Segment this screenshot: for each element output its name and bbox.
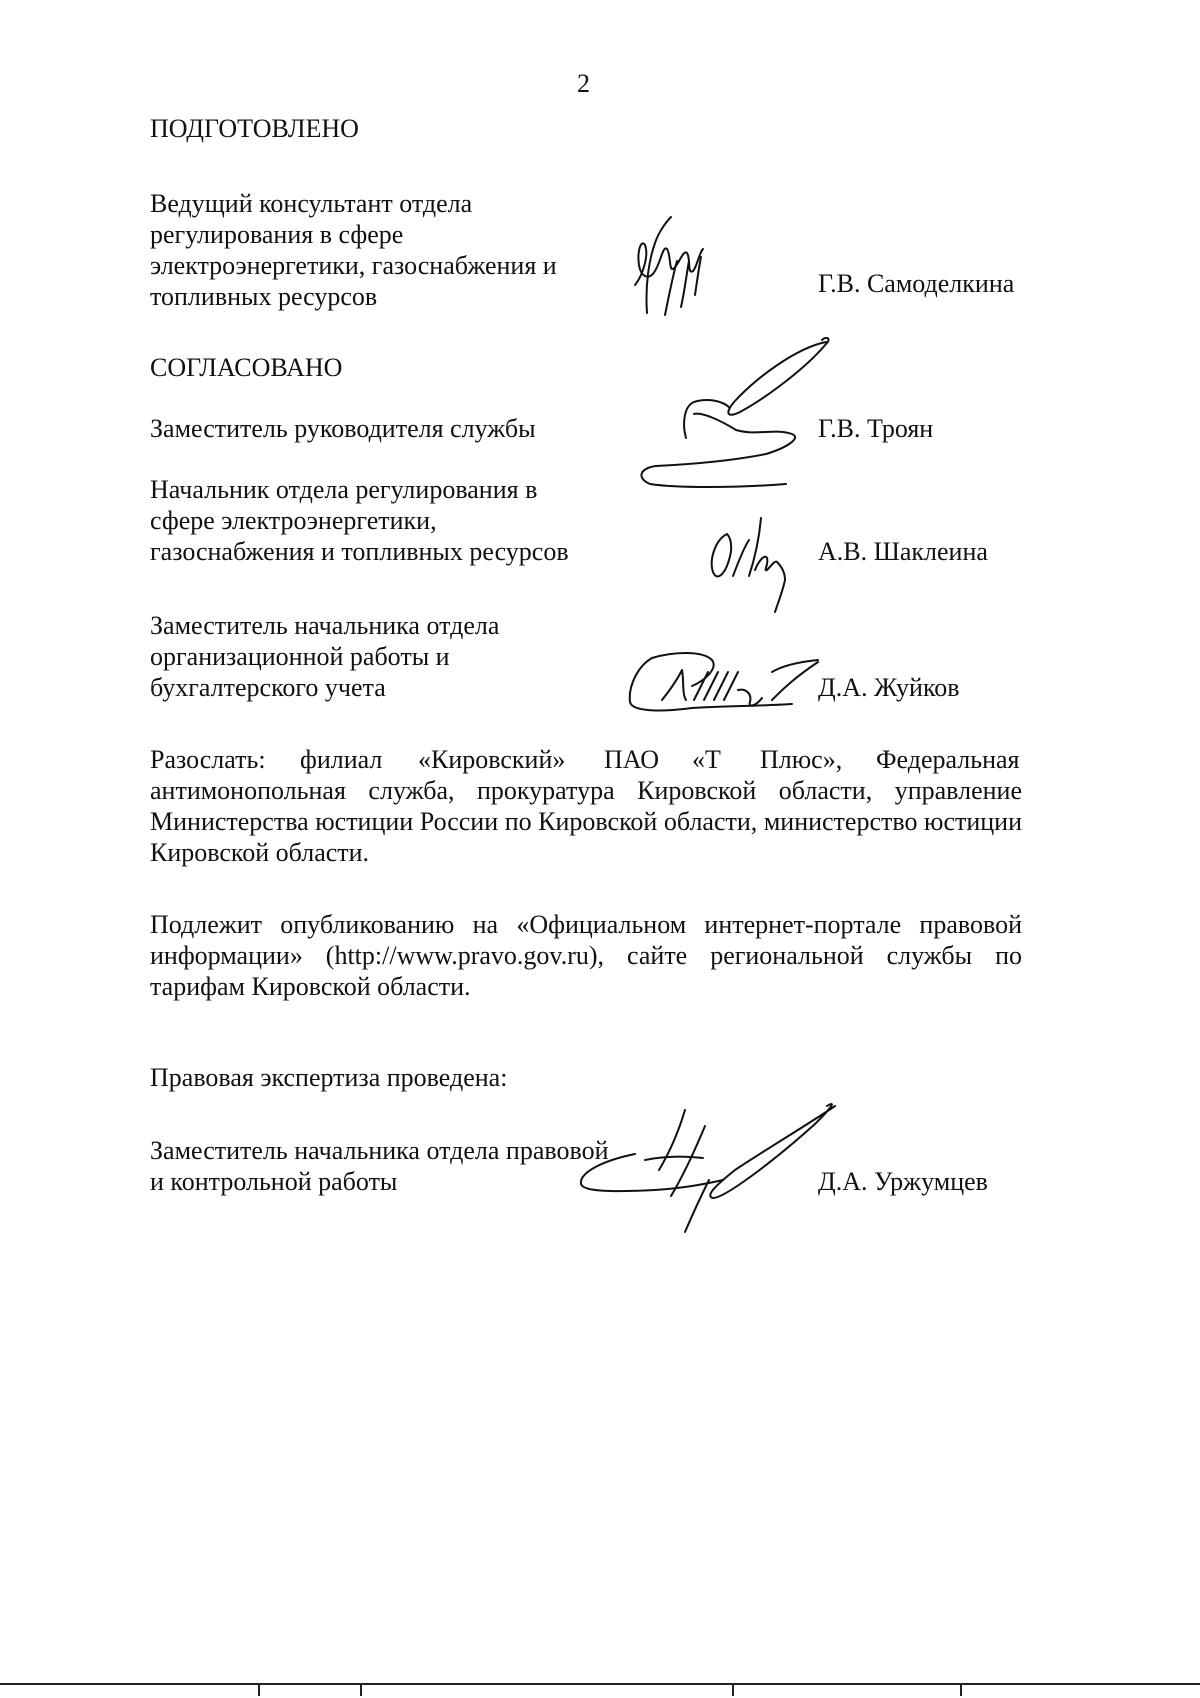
signer-name: А.В. Шаклеина	[818, 537, 988, 566]
footer-rule-tick	[960, 1684, 962, 1696]
signer-position-line: Заместитель руководителя службы	[150, 414, 536, 443]
signer-position-line: организационной работы и	[150, 642, 450, 671]
page-number: 2	[577, 69, 590, 98]
distribution-word: филиал	[300, 745, 383, 774]
legal-review-heading: Правовая экспертиза проведена:	[150, 1063, 508, 1092]
publication-paragraph: Подлежит опубликованию на «Официальном интернет-портале правовой информации» (http://www.pravo.gov.ru), сайте региональной службы по тарифам Кировской области.	[150, 910, 1022, 1001]
footer-rule	[0, 1683, 1200, 1685]
signature-samodelkina	[625, 215, 715, 325]
signature-shakleina	[705, 510, 805, 620]
footer-rule-tick	[360, 1684, 362, 1696]
signature-urzhumtsev	[575, 1100, 845, 1240]
signature-troyan	[636, 338, 836, 498]
distribution-word: ПАО	[604, 745, 660, 774]
footer-rule-tick	[258, 1684, 260, 1696]
distribution-word: Плюс»,	[760, 745, 843, 774]
footer-rule-tick	[732, 1684, 734, 1696]
distribution-word: «Кировский»	[418, 745, 566, 774]
prepared-position-line: регулирования в сфере	[150, 220, 404, 249]
signer-name: Г.В. Троян	[818, 414, 934, 443]
distribution-text: антимонопольная служба, прокуратура Кировской области, управление Министерства юстиции России по Кировской области, министерство юстиции Кировской области.	[150, 776, 1022, 867]
signer-position-line: сфере электроэнергетики,	[150, 506, 437, 535]
legal-review-position-line: и контрольной работы	[150, 1167, 398, 1196]
distribution-word: Федеральная	[876, 745, 1020, 774]
prepared-position-line: электроэнергетики, газоснабжения и	[150, 251, 557, 280]
signer-position-line: газоснабжения и топливных ресурсов	[150, 537, 569, 566]
prepared-heading: ПОДГОТОВЛЕНО	[150, 114, 359, 143]
signer-position-line: Заместитель начальника отдела	[150, 611, 500, 640]
distribution-word: Разослать:	[150, 745, 266, 774]
prepared-name: Г.В. Самоделкина	[818, 269, 1015, 298]
distribution-word: «Т	[692, 745, 721, 774]
legal-review-position-line: Заместитель начальника отдела правовой	[150, 1136, 609, 1165]
legal-review-name: Д.А. Уржумцев	[818, 1167, 988, 1196]
signer-position-line: бухгалтерского учета	[150, 673, 386, 702]
signer-name: Д.А. Жуйков	[818, 673, 960, 702]
agreed-heading: СОГЛАСОВАНО	[150, 353, 343, 382]
signer-position-line: Начальник отдела регулирования в	[150, 475, 538, 504]
prepared-position-line: топливных ресурсов	[150, 282, 378, 311]
signature-zhuikov	[622, 650, 832, 720]
prepared-position-line: Ведущий консультант отдела	[150, 189, 473, 218]
